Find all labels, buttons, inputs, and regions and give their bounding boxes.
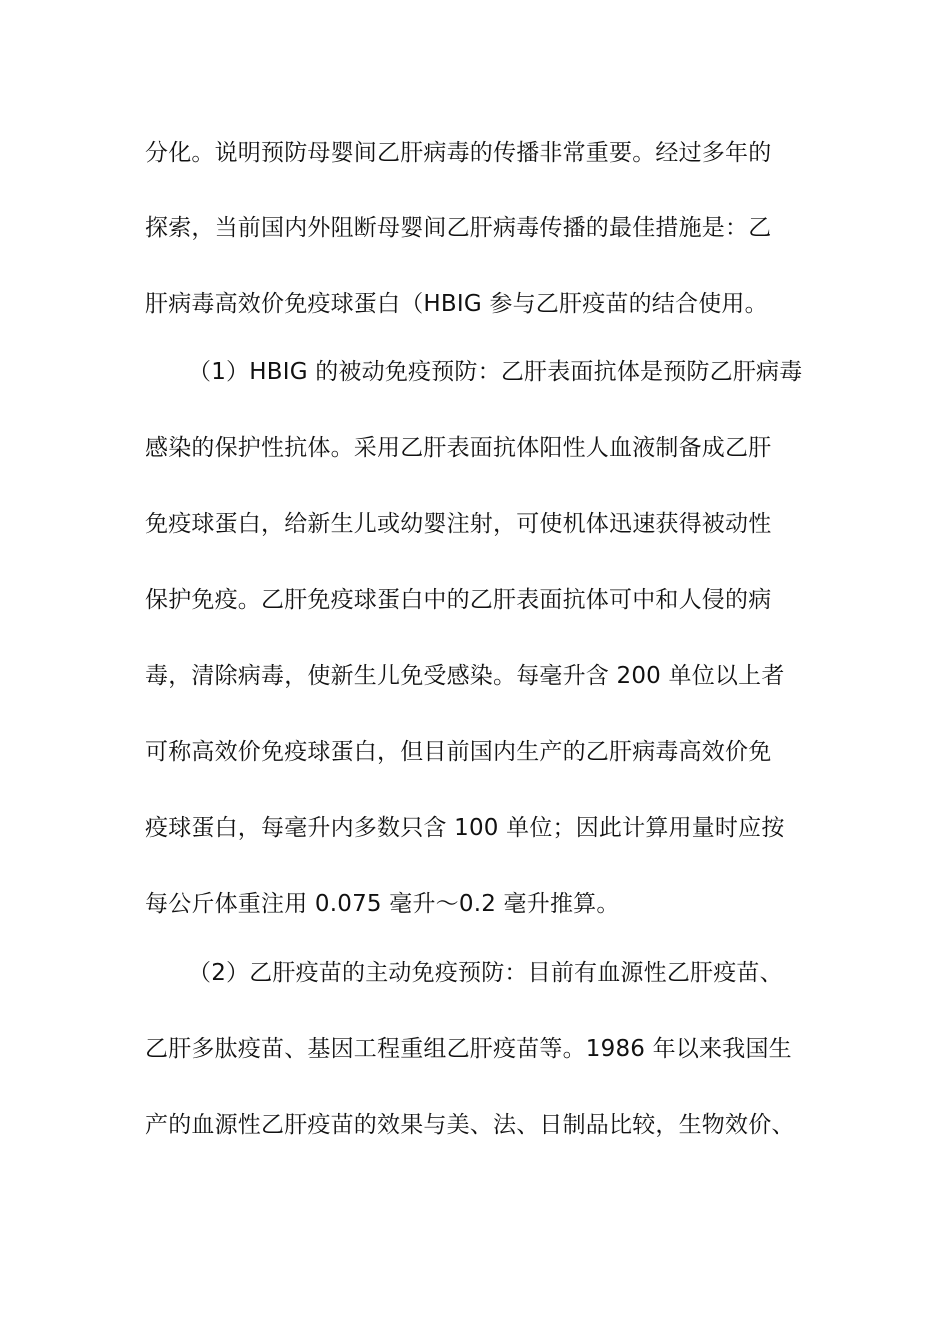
text-line-14: 产的血源性乙肝疫苗的效果与美、法、日制品比较，生物效价、 [145,1112,795,1138]
text-line-5: 感染的保护性抗体。采用乙肝表面抗体阳性人血液制备成乙肝 [145,435,772,461]
text-line-2: 探索，当前国内外阻断母婴间乙肝病毒传播的最佳措施是：乙 [145,215,772,241]
text-line-1: 分化。说明预防母婴间乙肝病毒的传播非常重要。经过多年的 [145,140,772,166]
text-line-8: 毒，清除病毒，使新生儿免受感染。每毫升含 200 单位以上者 [145,663,785,689]
text-line-10: 疫球蛋白，每毫升内多数只含 100 单位；因此计算用量时应按 [145,815,785,841]
text-line-3: 肝病毒高效价免疫球蛋白（HBIG 参与乙肝疫苗的结合使用。 [145,291,768,317]
text-line-12: （2）乙肝疫苗的主动免疫预防：目前有血源性乙肝疫苗、 [188,960,783,986]
text-line-6: 免疫球蛋白，给新生儿或幼婴注射，可使机体迅速获得被动性 [145,511,772,537]
text-line-9: 可称高效价免疫球蛋白，但目前国内生产的乙肝病毒高效价免 [145,739,772,765]
text-line-11: 每公斤体重注用 0.075 毫升～0.2 毫升推算。 [145,891,620,917]
text-line-4: （1）HBIG 的被动免疫预防：乙肝表面抗体是预防乙肝病毒 [188,359,803,385]
text-line-7: 保护免疫。乙肝免疫球蛋白中的乙肝表面抗体可中和人侵的病 [145,587,772,613]
text-line-13: 乙肝多肽疫苗、基因工程重组乙肝疫苗等。1986 年以来我国生 [145,1036,792,1062]
